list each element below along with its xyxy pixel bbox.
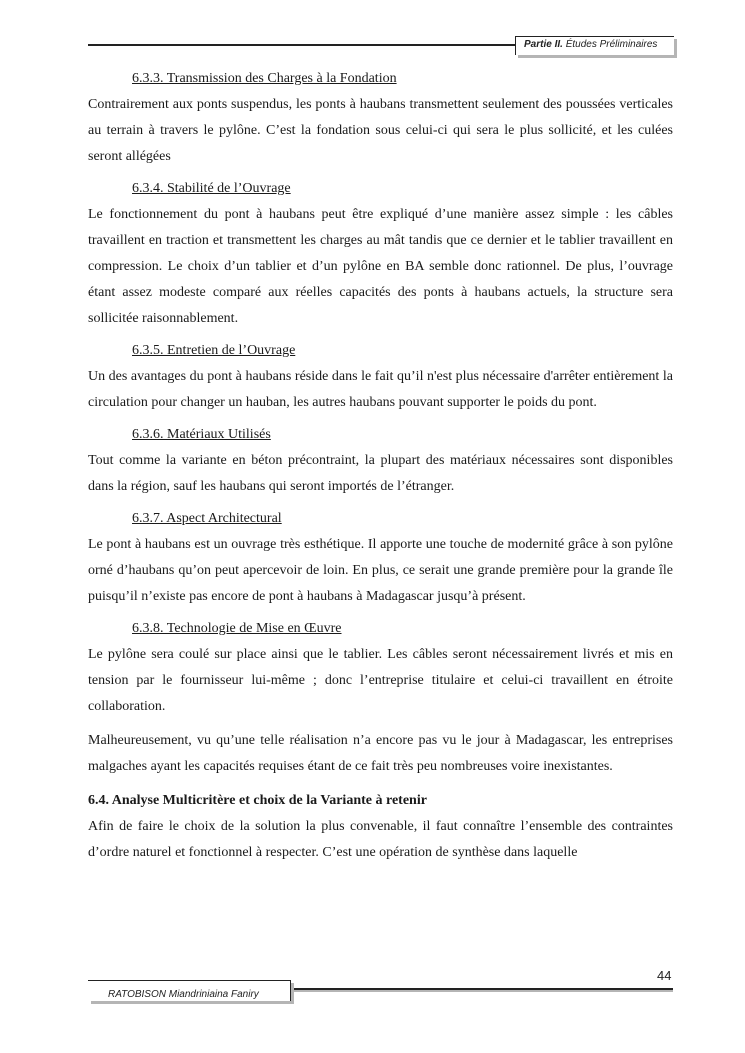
paragraph: Tout comme la variante en béton précontraint, la plupart des matériaux nécessaires sont disponibles dans la région, sauf les haubans qui seront importés de l’étranger. <box>88 453 673 494</box>
page-number: 44 <box>657 968 672 983</box>
paragraph: Le pont à haubans est un ouvrage très esthétique. Il apporte une touche de modernité grâce à son pylône orné d’haubans qu’on peut apercevoir de loin. En plus, ce serait une grande première pour la grande île puisqu’il n’existe pas encore de pont à haubans à Madagascar jusqu’à présent. <box>88 537 673 604</box>
paragraph: Le fonctionnement du pont à haubans peut être expliqué d’une manière assez simple : les câbles travaillent en traction et transmettent les charges au mât tandis que ce dernier et le tablier travaillent en compression. Le choix d’un tablier et d’un pylône en BA semble donc rationnel. De plus, l’ouvrage étant assez modeste comparé aux réelles capacités des ponts à haubans actuels, la structure sera sollicitée raisonnablement. <box>88 207 673 326</box>
footer-rule <box>290 988 673 990</box>
paragraph: Le pylône sera coulé sur place ainsi que le tablier. Les câbles seront nécessairement livrés et mis en tension par le fournisseur lui-même ; donc l’entreprise titulaire et celui-ci travaillent en étroite collaboration. <box>88 647 673 714</box>
subsection-heading: 6.3.8. Technologie de Mise en Œuvre <box>132 621 342 636</box>
header-rule <box>88 44 515 46</box>
paragraph: Un des avantages du pont à haubans réside dans le fait qu’il n'est plus nécessaire d'arrêter entièrement la circulation pour changer un hauban, les autres haubans pouvant supporter le poids du pont. <box>88 369 673 410</box>
subsection-heading: 6.3.5. Entretien de l’Ouvrage <box>132 343 296 358</box>
paragraph: Contrairement aux ponts suspendus, les ponts à haubans transmettent seulement des poussées verticales au terrain à travers le pylône. C’est la fondation sous celui-ci qui sera le plus sollicité, et les culées seront allégées <box>88 97 673 164</box>
running-header <box>524 39 657 50</box>
subsection-heading: 6.3.4. Stabilité de l’Ouvrage <box>132 181 291 196</box>
paragraph: Malheureusement, vu qu’une telle réalisation n’a encore pas vu le jour à Madagascar, les entreprises malgaches ayant les capacités requises étant de ce fait très peu nombreuses voire inexistantes. <box>88 733 673 774</box>
paragraph: Afin de faire le choix de la solution la plus convenable, il faut connaître l’ensemble des contraintes d’ordre naturel et fonctionnel à respecter. C’est une opération de synthèse dans laquelle <box>88 819 673 860</box>
subsection-heading: 6.3.6. Matériaux Utilisés <box>132 427 271 442</box>
page-body <box>88 66 673 872</box>
header-separator: . <box>560 39 563 50</box>
footer-author: RATOBISON Miandriniaina Faniry <box>108 989 259 1000</box>
header-part: Partie II <box>524 39 561 50</box>
header-chapter: Études Préliminaires <box>565 39 658 50</box>
subsection-heading: 6.3.7. Aspect Architectural <box>132 511 282 526</box>
subsection-heading: 6.3.3. Transmission des Charges à la Fondation <box>132 71 397 86</box>
section-heading: 6.4. Analyse Multicritère et choix de la Variante à retenir <box>88 793 427 808</box>
